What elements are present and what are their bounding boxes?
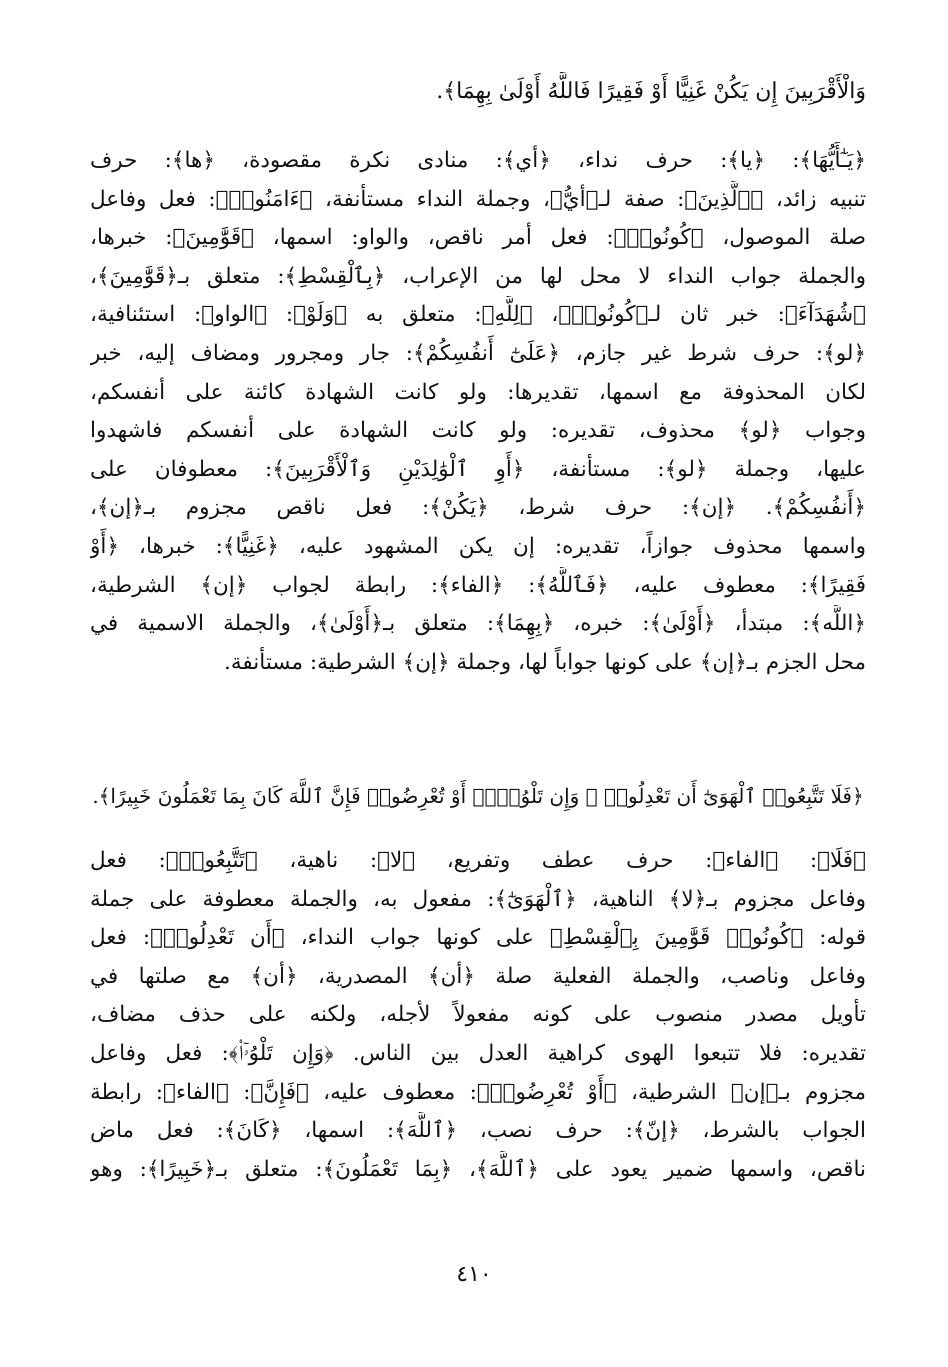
paragraph-line: ﴿لو﴾: حرف شرط غير جازم، ﴿عَلَىٰٓ أَنفُسِكُمْ﴾: جار ومجرور ومضاف إليه، خبر bbox=[90, 340, 866, 366]
paragraph-line: عليها، وجملة ﴿لو﴾: مستأنفة، ﴿أَوِ ٱلْوَٰلِدَيْنِ وَٱلْأَقْرَبِينَ﴾: معطوفان على bbox=[90, 456, 866, 482]
paragraph-1 bbox=[90, 142, 866, 682]
paragraph-line: ﴿يَـٰٓأَيُّهَا﴾: ﴿يا﴾: حرف نداء، ﴿أي﴾: منادى نكرة مقصودة، ﴿ها﴾: حرف bbox=[90, 148, 866, 173]
paragraph-line: ناقص، واسمها ضمير يعود على ﴿ٱللَّهَ﴾، ﴿بِمَا تَعْمَلُونَ﴾: متعلق بـ﴿خَبِيرًا﴾: وهو bbox=[90, 1156, 866, 1182]
paragraph-line: ﴿شُهَدَآءَ﴾: خبر ثان لـ﴿كُونُوا۟﴾، ﴿لِلَّهِ﴾: متعلق به ﴿وَلَوْ﴾: ﴿الواو﴾: استئنافية، bbox=[90, 302, 866, 328]
page-number: ٤١٠ bbox=[456, 1262, 492, 1287]
mid-verse-block bbox=[90, 776, 866, 816]
paragraph-line: والجملة جواب النداء لا محل لها من الإعراب، ﴿بِٱلْقِسْطِ﴾: متعلق بـ﴿قَوَّٰمِينَ﴾، bbox=[90, 263, 866, 289]
paragraph-line: قوله: ﴿كُونُوا۟ قَوَّٰمِينَ بِٱلْقِسْطِ﴾ على كونها جواب النداء، ﴿أَن تَعْدِلُوا۟﴾: فعل bbox=[90, 925, 866, 951]
paragraph-line: ﴿اللَّه﴾: مبتدأ، ﴿أَوْلَىٰ﴾: خبره، ﴿بِهِمَا﴾: متعلق بـ﴿أَوْلَىٰ﴾، والجملة الاسمية في bbox=[90, 611, 866, 637]
paragraph-line: تنبيه زائد، ﴿ٱلَّذِينَ﴾: صفة لـ﴿أيُّ﴾، وجملة النداء مستأنفة، ﴿ءَامَنُوا۟﴾: فعل وفاعل bbox=[90, 186, 866, 212]
top-verse-block bbox=[90, 72, 866, 112]
paragraph-line: تأويل مصدر منصوب على كونه مفعولاً لأجله، ولكنه على حذف مضاف، bbox=[90, 1002, 866, 1028]
paragraph-2 bbox=[90, 842, 866, 1189]
paragraph-line: وفاعل مجزوم بـ﴿لا﴾ الناهية، ﴿ٱلْهَوَىٰٓ﴾: مفعول به، والجملة معطوفة على جملة bbox=[90, 886, 866, 912]
paragraph-line: وجواب ﴿لو﴾ محذوف، تقديره: ولو كانت الشهادة على أنفسكم فاشهدوا bbox=[90, 418, 866, 444]
paragraph-line: ﴿فَلَا﴾: ﴿الفاء﴾: حرف عطف وتفريع، ﴿لا﴾: ناهية، ﴿تَتَّبِعُوا۟﴾: فعل bbox=[90, 848, 866, 873]
paragraph-line: محل الجزم بـ﴿إن﴾ على كونها جواباً لها، وجملة ﴿إن﴾ الشرطية: مستأنفة. bbox=[224, 649, 866, 675]
paragraph-line: الجواب بالشرط، ﴿إنّ﴾: حرف نصب، ﴿ٱللَّهَ﴾: اسمها، ﴿كَانَ﴾: فعل ماض bbox=[90, 1118, 866, 1144]
paragraph-line: صلة الموصول، ﴿كُونُوا۟﴾: فعل أمر ناقص، والواو: اسمها، ﴿قَوَّٰمِينَ﴾: خبرها، bbox=[90, 225, 866, 251]
paragraph-line: واسمها محذوف جوازاً، تقديره: إن يكن المشهود عليه، ﴿غَنِيًّا﴾: خبرها، ﴿أَوْ bbox=[90, 533, 866, 559]
top-verse: وَالْأَقْرَبِينَ إِن يَكُنْ غَنِيًّا أَوْ فَقِيرًا فَاللَّهُ أَوْلَىٰ بِهِمَا﴾. bbox=[436, 79, 866, 104]
paragraph-line: لكان المحذوفة مع اسمها، تقديرها: ولو كانت الشهادة كائنة على أنفسكم، bbox=[90, 379, 866, 405]
paragraph-line: فَقِيرًا﴾: معطوف عليه، ﴿فَٱللَّهُ﴾: ﴿الفاء﴾: رابطة لجواب ﴿إن﴾ الشرطية، bbox=[90, 572, 866, 598]
paragraph-line: تقديره: فلا تتبعوا الهوى كراهية العدل بين الناس. ﴿وَإِن تَلْوُۥٓا۟﴾: فعل وفاعل bbox=[90, 1040, 866, 1066]
paragraph-line: ﴿أَنفُسِكُمْ﴾. ﴿إن﴾: حرف شرط، ﴿يَكُنْ﴾: فعل ناقص مجزوم بـ﴿إن﴾، bbox=[90, 495, 866, 521]
paragraph-line: وفاعل وناصب، والجملة الفعلية صلة ﴿أن﴾ المصدرية، ﴿أن﴾ مع صلتها في bbox=[90, 963, 866, 989]
mid-verse: ﴿فَلَا تَتَّبِعُوا۟ ٱلْهَوَىٰٓ أَن تَعْدِلُوا۟ ۚ وَإِن تَلْوُۥٓا۟ أَوْ تُعْرِضُوا۟ فَإِنَّ ٱللَّهَ كَانَ بِمَا تَعْمَلُونَ خَبِيرًا﴾. bbox=[92, 784, 864, 808]
paragraph-line: مجزوم بـ﴿إن﴾ الشرطية، ﴿أَوْ تُعْرِضُوا۟﴾: معطوف عليه، ﴿فَإِنَّ﴾: ﴿الفاء﴾: رابطة bbox=[90, 1079, 866, 1105]
